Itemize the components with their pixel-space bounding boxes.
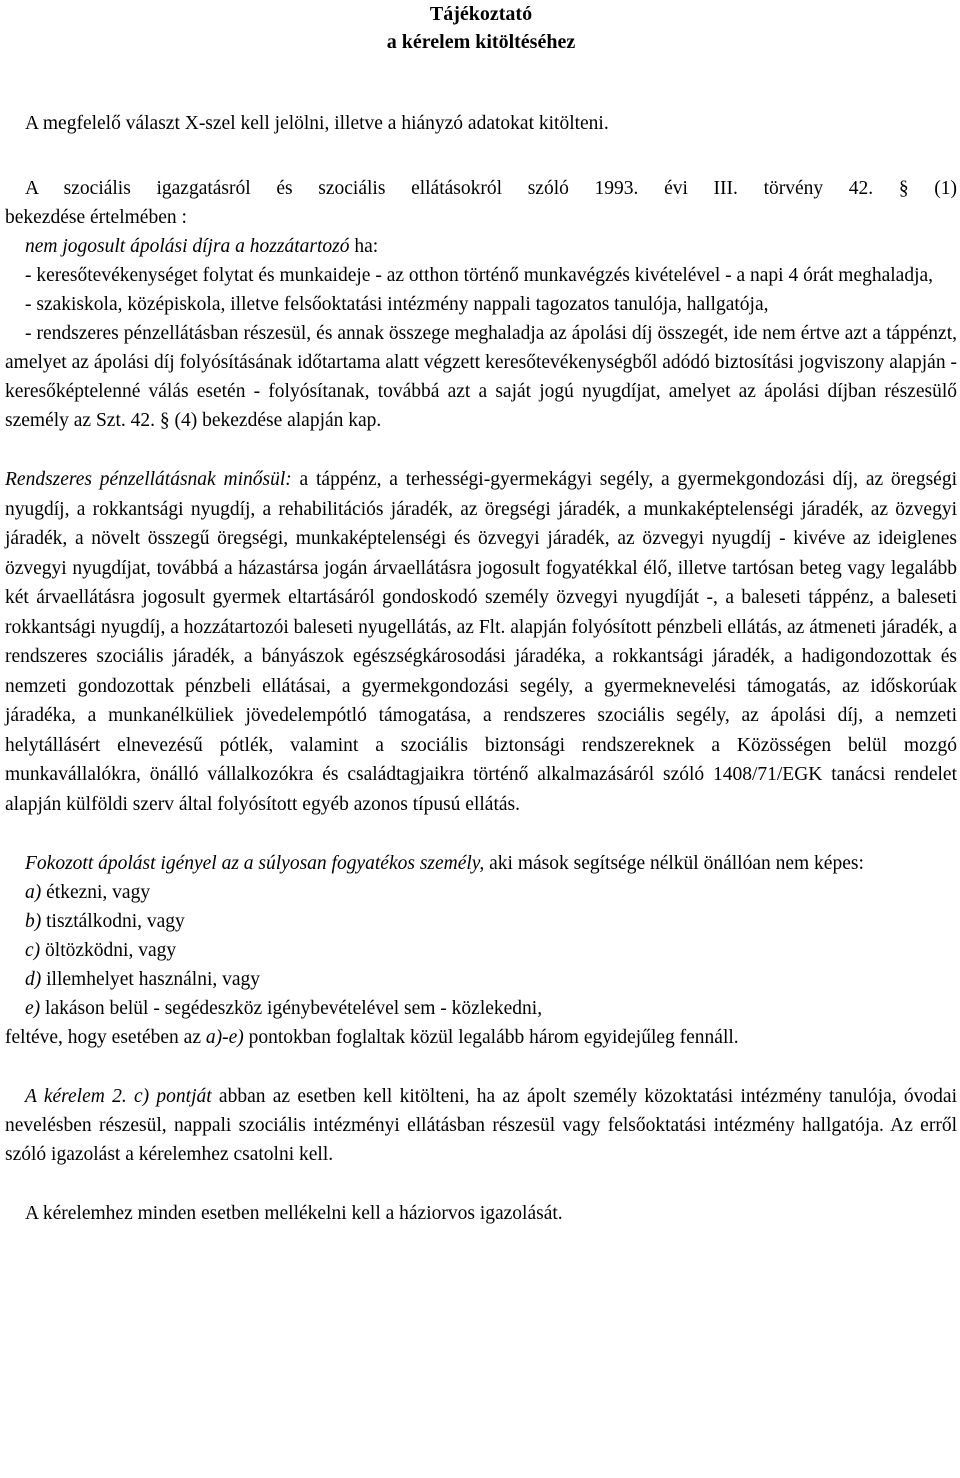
section-increased-care [5,849,957,1052]
regular-benefits-lead: Rendszeres pénzellátásnak minősül: [5,469,292,490]
application-point-lead: A kérelem 2. c) pontját [25,1086,212,1107]
care-item-text: illemhelyet használni, vagy [41,969,261,990]
condition-heading-tail: ha: [349,236,379,257]
care-item-mark: b) [25,911,42,932]
care-item-mark: d) [25,969,42,990]
document-page [5,0,957,1228]
law-reference-line2: bekezdése értelmében : [5,207,187,228]
condition-heading [5,232,957,261]
law-reference-line1: A szociális igazgatásról és szociális ellátásokról szóló 1993. évi III. törvény 42. § (1) [25,178,957,199]
increased-care-text: aki mások segítsége nélkül önállóan nem képes: [484,853,864,874]
care-item-text: lakáson belül - segédeszköz igénybevételével sem - közlekedni, [40,998,543,1019]
section-application-point [5,1082,957,1169]
care-item-c [5,936,957,965]
condition-bullet-3: - rendszeres pénzellátásban részesül, és annak összege meghaladja az ápolási díj összegét, ide nem értve azt a táppénzt, amelyet az ápolási díj folyósításának időtartama alatt végzett keresőtevékenységből adódó biztosítási jogviszony alapján - keresőképtelenné válás esetén - folyósítanak, továbbá azt a saját jogú nyugdíjat, amelyet az ápolási díjban részesülő személy az Szt. 42. § (4) bekezdése alapján kap. [5,323,957,431]
care-item-text: öltözködni, vagy [40,940,177,961]
care-closing-italic: a)-e) [205,1027,244,1048]
intro-paragraph: A megfelelő választ X-szel kell jelölni, illetve a hiányzó adatokat kitölteni. [25,113,609,134]
care-item-b [5,907,957,936]
condition-bullet-2: - szakiskola, középiskola, illetve felsőoktatási intézmény nappali tagozatos tanulója, hallgatója, [25,294,769,315]
section-regular-benefits [5,465,957,819]
care-closing-post: pontokban foglaltak közül legalább három egyidejűleg fennáll. [243,1027,739,1048]
condition-bullet-1: - keresőtevékenységet folytat és munkaideje - az otthon történő munkavégzés kivételével - a napi 4 órát meghaladja, [25,265,934,286]
footer-note: A kérelemhez minden esetben mellékelni kell a háziorvos igazolását. [25,1203,563,1224]
regular-benefits-text: a táppénz, a terhességi-gyermekágyi segély, a gyermekgondozási díj, az öregségi nyugdíj, a rokkantsági nyugdíj, a rehabilitációs járadék, az öregségi járadék, a munkaképtelenségi járadék, az özvegyi járadék, a növelt összegű öregségi, munkaképtelenségi és özvegyi járadék, az özvegyi nyugdíj - kivéve az ideiglenes özvegyi nyugdíjat, továbbá a házastársa jogán árvaellátásra jogosult fogyatékkal élő, illetve tartósan beteg vagy legalább két árvaellátásra jogosult gyermek eltartásáról gondoskodó személy özvegyi nyugdíját -, a baleseti táppénz, a baleseti rokkantsági nyugdíj, a hozzátartozói baleseti nyugellátás, az Flt. alapján folyósított pénzbeli ellátás, az átmeneti járadék, a rendszeres szociális járadék, a bányászok egészségkárosodási járadéka, a rokkantsági járadék, a hadigondozottak és nemzeti gondozottak pénzbeli ellátásai, a gyermekgondozási segély, a gyermeknevelési támogatás, az időskorúak járadéka, a munkanélküliek jövedelempótló támogatása, a rendszeres szociális segély, az ápolási díj, a nemzeti helytállásért elnevezésű pótlék, valamint a szociális biztonsági rendszereknek a Közösségen belül mozgó munkavállalókra, önálló vállalkozókra és családtagjaikra történő alkalmazásáról szóló 1408/71/EGK tanácsi rendelet alapján külföldi szerv által folyósított egyéb azonos típusú ellátás. [5,469,957,815]
care-item-mark: c) [25,940,41,961]
care-item-mark: e) [25,998,41,1019]
care-item-a [5,878,957,907]
care-closing [5,1023,957,1052]
care-item-text: tisztálkodni, vagy [41,911,185,932]
application-point-text: abban az esetben kell kitölteni, ha az ápolt személy közoktatási intézmény tanulója, óvodai nevelésben részesül, nappali szociális intézményi ellátásban részesül vagy felsőoktatási intézmény hallgatója. Az erről szóló igazolást a kérelemhez csatolni kell. [5,1086,957,1165]
section-eligibility [5,174,957,435]
document-title-line2: a kérelem kitöltéséhez [386,31,576,53]
care-closing-pre: feltéve, hogy esetében az [5,1027,206,1048]
document-title-line1: Tájékoztató [429,3,533,25]
care-item-e [5,994,957,1023]
care-item-text: étkezni, vagy [41,882,151,903]
care-item-d [5,965,957,994]
care-item-mark: a) [25,882,42,903]
increased-care-lead: Fokozott ápolást igényel az a súlyosan fogyatékos személy, [25,853,485,874]
increased-care-intro [5,849,957,878]
condition-heading-italic: nem jogosult ápolási díjra a hozzátartozó [25,236,350,257]
